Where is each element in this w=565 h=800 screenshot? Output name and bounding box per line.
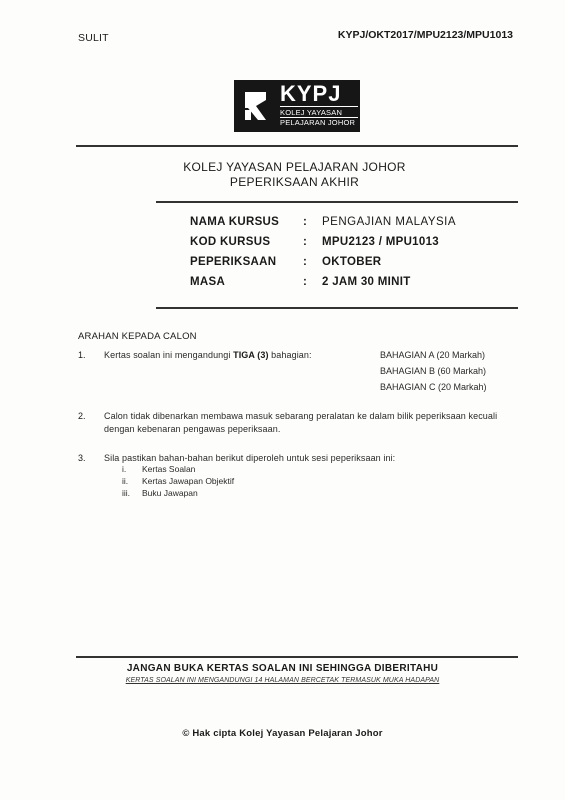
section-b: BAHAGIAN B (60 Markah)	[380, 366, 487, 376]
info-colon: :	[303, 256, 308, 268]
instruction-number: 1.	[78, 350, 86, 360]
info-value: MPU2123 / MPU1013	[322, 236, 439, 248]
info-colon: :	[303, 276, 308, 288]
section-a: BAHAGIAN A (20 Markah)	[380, 350, 486, 360]
divider-footer	[76, 656, 518, 658]
list-item-number: i.	[122, 464, 127, 474]
college-title: KOLEJ YAYASAN PELAJARAN JOHOR	[183, 160, 406, 174]
instruction-1-bold: TIGA (3)	[233, 350, 269, 360]
logo-subtitle	[280, 106, 358, 127]
classification-label: SULIT	[78, 32, 109, 44]
info-label: PEPERIKSAAN	[190, 256, 277, 268]
logo-wordmark: KYPJ	[280, 81, 342, 106]
list-item-text: Kertas Soalan	[142, 464, 196, 474]
instruction-2-line-2: dengan kebenaran pengawas peperiksaan.	[104, 424, 281, 434]
divider-top	[76, 145, 518, 147]
info-value: OKTOBER	[322, 256, 382, 268]
info-row-exam	[190, 256, 520, 272]
section-c: BAHAGIAN C (20 Markah)	[380, 382, 487, 392]
do-not-open-warning: JANGAN BUKA KERTAS SOALAN INI SEHINGGA DIBERITAHU	[126, 663, 439, 674]
divider-info-top	[156, 201, 518, 203]
divider-info-bottom	[156, 307, 518, 309]
logo-line-2: PELAJARAN JOHOR	[280, 117, 358, 127]
copyright-notice: © Hak cipta Kolej Yayasan Pelajaran Johor	[182, 728, 383, 739]
list-item-text: Kertas Jawapan Objektif	[142, 476, 235, 486]
info-value: 2 JAM 30 MINIT	[322, 276, 411, 288]
list-item-text: Buku Jawapan	[142, 488, 198, 498]
list-item-number: ii.	[122, 476, 129, 486]
instruction-1-post: bahagian:	[268, 350, 312, 360]
exam-title: PEPERIKSAAN AKHIR	[229, 175, 360, 189]
kypj-emblem-icon	[242, 86, 276, 126]
instruction-number: 3.	[78, 453, 86, 463]
info-colon: :	[303, 236, 308, 248]
info-colon: :	[303, 216, 308, 228]
logo-line-1: KOLEJ YAYASAN	[280, 106, 358, 117]
list-item-number: iii.	[122, 488, 131, 498]
instruction-2-line-1: Calon tidak dibenarkan membawa masuk sebarang peralatan ke dalam bilik peperiksaan kecuali	[104, 411, 498, 421]
info-label: KOD KURSUS	[190, 236, 271, 248]
kypj-logo	[234, 80, 360, 132]
page-count-note: KERTAS SOALAN INI MENGANDUNGI 14 HALAMAN BERCETAK TERMASUK MUKA HADAPAN	[125, 677, 440, 684]
info-row-course-code	[190, 236, 520, 252]
document-code: KYPJ/OKT2017/MPU2123/MPU1013	[337, 29, 513, 41]
instruction-1-pre: Kertas soalan ini mengandungi	[104, 350, 234, 360]
instructions-heading: ARAHAN KEPADA CALON	[78, 331, 197, 342]
instruction-3-text: Sila pastikan bahan-bahan berikut diperoleh untuk sesi peperiksaan ini:	[104, 453, 396, 463]
instruction-number: 2.	[78, 411, 86, 421]
info-row-duration	[190, 276, 520, 292]
info-value: PENGAJIAN MALAYSIA	[322, 216, 457, 228]
instruction-1-text	[104, 350, 312, 360]
info-label: NAMA KURSUS	[190, 216, 280, 228]
info-label: MASA	[190, 276, 226, 288]
info-row-course-name	[190, 216, 520, 232]
